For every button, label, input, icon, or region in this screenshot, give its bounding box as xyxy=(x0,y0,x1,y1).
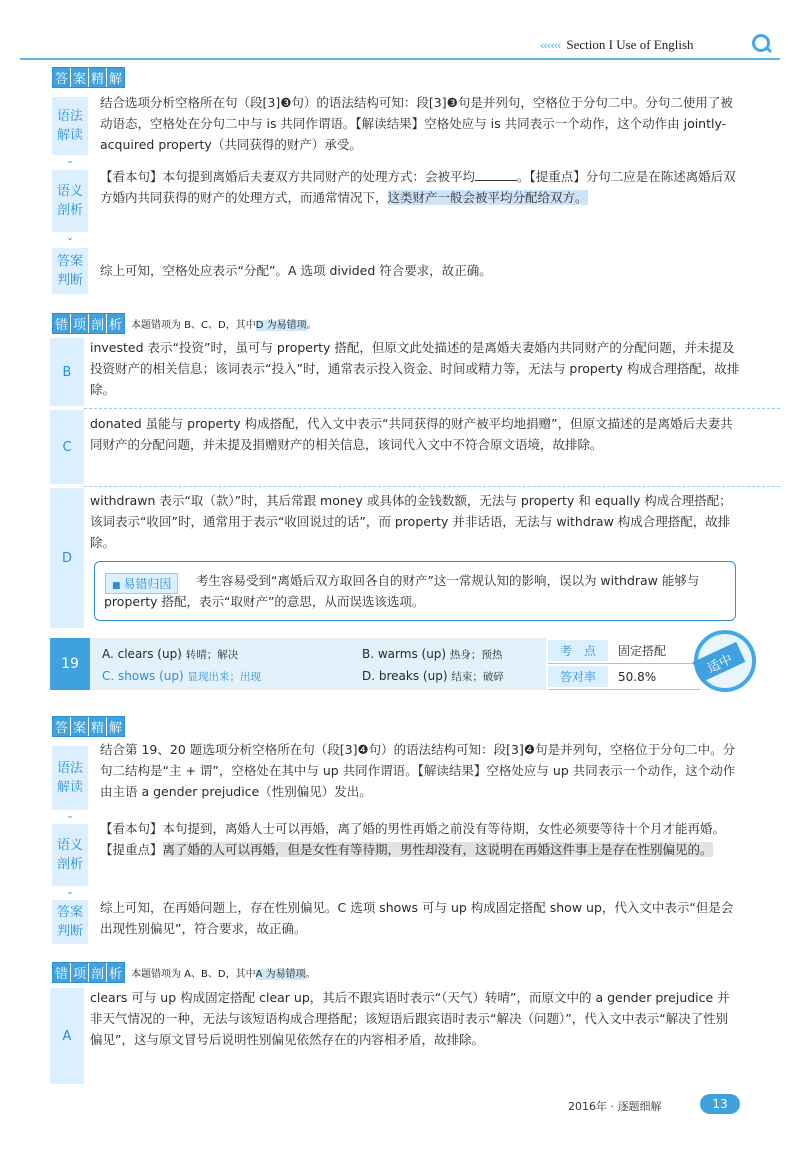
chevron-down-icon: ⌄ xyxy=(66,156,74,166)
meaning-text: 【看本句】本句提到，离婚人士可以再婚，离了婚的男性再婚之前没有等待期，女性必须要等待十个月才能再婚。【提重点】离了婚的人可以再婚，但是女性有等待期，男性却没有，这说明在再婚这件事上是存在性别偏见的。 xyxy=(100,821,726,857)
section-title: Section I Use of English xyxy=(566,37,694,52)
heading-tile: 案 xyxy=(71,68,89,87)
judge-label: 答案判断 xyxy=(52,248,88,294)
judge-label: 答案判断 xyxy=(52,900,88,944)
option-explanation: withdrawn 表示“取（款）”时，其后常跟 money 或具体的金钱数额，无法与 property 和 equally 构成合理搭配；该词表示“收回”时，通常用于表示“收回说过的话”，而 property 并非话语，无法与 withdraw 构成合理搭配，故排除。 xyxy=(90,493,732,550)
answer-analysis-heading xyxy=(52,67,125,88)
error-reason-text: 考生容易受到“离婚后双方取回各自的财产”这一常规认知的影响，误以为 withdraw 能够与 property 搭配，表示“取财产”的意思，从而误选该选项。 xyxy=(104,573,700,609)
heading-tile: 案 xyxy=(71,717,89,736)
grammar-text: 结合选项分析空格所在句（段[3]❸句）的语法结构可知：段[3]❸句是并列句，空格位于分句二中。分句二使用了被动语态，空格处在分句二中与 is 共同作谓语。【解读结果】空格处应与 is 共同表示一个动作，这个动作由 jointly-acquired property（共同获得的财产）承受。 xyxy=(100,95,733,152)
answer-blank xyxy=(475,168,517,181)
meaning-label: 语义剖析 xyxy=(52,824,88,886)
heading-tile: 析 xyxy=(107,963,124,982)
heading-tile: 解 xyxy=(107,68,124,87)
stat-value: 50.8% xyxy=(618,669,657,684)
search-icon xyxy=(752,34,770,52)
heading-tile: 析 xyxy=(107,314,124,333)
answer-analysis-heading xyxy=(52,716,125,737)
option-explanation: donated 虽能与 property 构成搭配，代入文中表示“共同获得的财产被平均地捐赠”，但原文描述的是离婚后夫妻共同财产的分配问题，并未提及捐赠财产的相关信息，该词代入文中不符合原文语境，故排除。 xyxy=(90,416,733,452)
divider xyxy=(84,486,780,487)
grammar-text: 结合第 19、20 题选项分析空格所在句（段[3]❹句）的语法结构可知：段[3]❹句是并列句，空格位于分句二中。分句二结构是“主 + 谓”，空格处在其中与 up 共同作谓语。【解读结果】空格处应与 up 共同表示一个动作，这个动作由主语 a gender prejudice（性别偏见）发出。 xyxy=(100,742,736,799)
chevron-down-icon: ⌄ xyxy=(66,233,74,243)
heading-tile: 答 xyxy=(53,717,71,736)
heading-tile: 剖 xyxy=(89,963,107,982)
heading-tile: 答 xyxy=(53,68,71,87)
question-number: 19 xyxy=(50,638,90,690)
error-analysis-heading xyxy=(52,313,317,334)
grammar-label: 语法解读 xyxy=(52,746,88,810)
option-letter: D xyxy=(50,488,84,628)
option-explanation: clears 可与 up 构成固定搭配 clear up，其后不跟宾语时表示“（天气）转晴”，而原文中的 a gender prejudice 并非天气情况的一种，无法与该短语构成合理搭配；该短语后跟宾语时表示“解决（问题）”，代入文中表示“解决了性别偏见”，这与原文冒号后说明性别偏见依然存在的内容相矛盾，故排除。 xyxy=(90,990,730,1047)
arrows-decoration: ‹‹‹‹‹‹ xyxy=(540,38,561,52)
meaning-label: 语义剖析 xyxy=(52,170,88,232)
judge-text: 综上可知，在再婚问题上，存在性别偏见。C 选项 shows 可与 up 构成固定搭配 show up，代入文中表示“但是会出现性别偏见”，符合要求，故正确。 xyxy=(100,900,734,936)
option-d: D. breaks (up) 结束；破碎 xyxy=(362,669,504,683)
error-reason-tag: ■ 易错归因 xyxy=(105,573,178,594)
error-note: 本题错项为 A、B、D，其中A 为易错项。 xyxy=(131,969,316,980)
heading-tile: 精 xyxy=(89,717,107,736)
question-options xyxy=(90,638,546,690)
option-explanation: invested 表示“投资”时，虽可与 property 搭配，但原文此处描述的是离婚夫妻婚内共同财产的分配问题，并未提及投资财产的相关信息；该词表示“投入”时，通常表示投入资金、时间或精力等，无法与 property 构成合理搭配，故排除。 xyxy=(90,340,740,397)
option-letter: C xyxy=(50,410,84,484)
question-stats xyxy=(548,638,700,690)
heading-tile: 项 xyxy=(71,963,89,982)
page-header xyxy=(540,34,770,56)
footer-text: 2016年 · 逐题细解 xyxy=(568,1100,662,1113)
difficulty-badge: 适中 xyxy=(693,642,746,682)
heading-tile: 错 xyxy=(53,314,71,333)
divider xyxy=(84,408,780,409)
stat-key: 考 点 xyxy=(548,640,608,661)
page-number: 13 xyxy=(700,1094,740,1114)
heading-tile: 解 xyxy=(107,717,124,736)
error-note: 本题错项为 B、C、D，其中D 为易错项。 xyxy=(131,320,317,331)
option-c-correct: C. shows (up) 显现出来；出现 xyxy=(102,669,262,683)
grammar-label: 语法解读 xyxy=(52,97,88,155)
stat-row xyxy=(548,664,700,690)
error-analysis-heading xyxy=(52,962,316,983)
option-letter: B xyxy=(50,338,84,406)
highlighted-text: 离了婚的人可以再婚，但是女性有等待期，男性却没有，这说明在再婚这件事上是存在性别偏见的。 xyxy=(162,842,713,857)
stat-key: 答对率 xyxy=(548,666,608,687)
meaning-text: 【看本句】本句提到离婚后夫妻双方共同财产的处理方式：会被平均 。【提重点】分句二应是在陈述离婚后双方婚内共同获得的财产的处理方式，而通常情况下，这类财产一般会被平均分配给双方。 xyxy=(100,169,736,205)
heading-tile: 错 xyxy=(53,963,71,982)
option-letter: A xyxy=(50,988,84,1084)
stat-row xyxy=(548,638,700,664)
option-a: A. clears (up) 转晴；解决 xyxy=(102,647,239,661)
header-divider xyxy=(20,58,780,60)
heading-tile: 剖 xyxy=(89,314,107,333)
option-b: B. warms (up) 热身；预热 xyxy=(362,647,503,661)
highlighted-text: 这类财产一般会被平均分配给双方。 xyxy=(387,190,588,205)
chevron-down-icon: ⌄ xyxy=(66,811,74,821)
heading-tile: 项 xyxy=(71,314,89,333)
heading-tile: 精 xyxy=(89,68,107,87)
judge-text: 综上可知，空格处应表示“分配”。A 选项 divided 符合要求，故正确。 xyxy=(100,263,492,278)
chevron-down-icon: ⌄ xyxy=(66,887,74,897)
stat-value: 固定搭配 xyxy=(618,644,667,658)
